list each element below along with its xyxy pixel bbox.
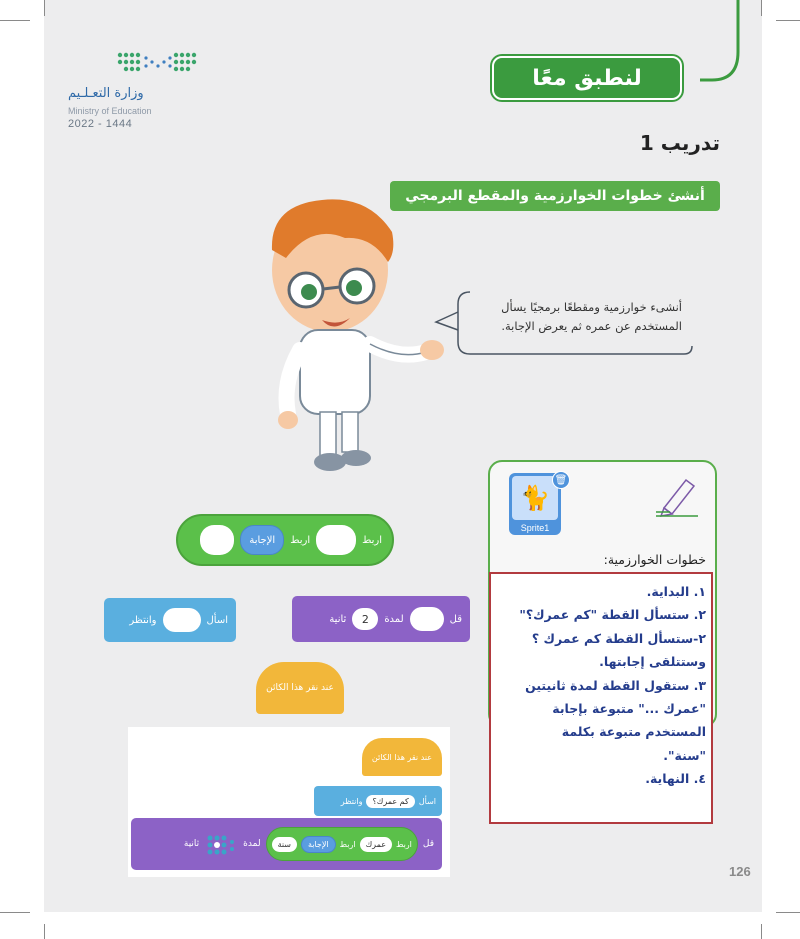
ministry-name-english: Ministry of Education — [68, 106, 152, 116]
trash-icon[interactable]: 🗑 — [552, 471, 570, 489]
ministry-logo — [68, 50, 218, 140]
exercise-title: تدريب 1 — [639, 131, 720, 155]
step-line: ١. البداية. — [646, 584, 706, 599]
join-label-outer: اربط — [362, 534, 382, 546]
speech-line-1: أنشىء خوارزمية ومقطعًا برمجيًا يسأل — [501, 300, 682, 314]
solution-seconds-label: ثانية — [183, 839, 200, 849]
solution-question-input[interactable]: كم عمرك؟ — [366, 795, 414, 808]
ask-label: اسأل — [206, 614, 228, 626]
task-instruction-bar: أنشئ خطوات الخوارزمية والمقطع البرمجي — [390, 181, 720, 211]
when-clicked-hat-block[interactable]: عند نقر هذا الكائن — [256, 662, 344, 714]
pencil-icon — [652, 474, 702, 518]
solution-join-label-1: اربط — [395, 839, 412, 849]
algorithm-heading: خطوات الخوارزمية: — [603, 552, 706, 567]
academic-year: 2022 - 1444 — [68, 118, 133, 130]
solution-join-label-2: اربط — [339, 839, 356, 849]
solution-say-block[interactable] — [131, 818, 442, 870]
and-wait-label: وانتظر — [129, 614, 157, 626]
solution-ask-block[interactable] — [314, 786, 442, 816]
say-for-seconds-block[interactable] — [292, 596, 470, 642]
solution-age-word[interactable]: عمرك — [360, 837, 392, 852]
solution-ask-label: اسأل — [418, 796, 436, 806]
solution-and-wait-label: وانتظر — [340, 796, 363, 806]
join-block[interactable] — [176, 514, 394, 566]
solution-duration-label: لمدة — [243, 839, 261, 849]
ministry-dots-icon — [114, 50, 204, 80]
step-line: "عمرك ..." متبوعة بإجابة — [552, 701, 706, 717]
empty-slot[interactable] — [163, 608, 201, 632]
step-line: ٢. ستسأل القطة "كم عمرك؟" — [519, 607, 706, 623]
algorithm-steps — [498, 580, 706, 791]
cat-sprite-icon: 🐈 — [512, 476, 558, 520]
step-line: ٢-ستسأل القطة كم عمرك ؟ — [531, 630, 706, 646]
sprite-label: Sprite1 — [520, 523, 550, 533]
ministry-name-arabic: وزارة التعـلـيم — [68, 86, 144, 101]
empty-slot[interactable] — [410, 607, 444, 631]
duration-label: لمدة — [384, 613, 404, 625]
say-label: قل — [449, 613, 462, 625]
step-line: ٤. النهاية. — [645, 771, 706, 787]
ask-and-wait-block[interactable] — [104, 598, 236, 642]
empty-slot[interactable] — [316, 525, 356, 555]
solution-when-clicked-block[interactable]: عند نقر هذا الكائن — [362, 738, 442, 776]
step-line: وستتلقى إجابتها. — [599, 654, 706, 670]
speech-line-2: المستخدم عن عمره ثم يعرض الإجابة. — [501, 319, 682, 333]
solution-answer-reporter[interactable]: الإجابة — [301, 836, 336, 853]
step-line: ٣. ستقول القطة لمدة ثانيتين — [525, 677, 706, 693]
step-line: المستخدم متبوعة بكلمة — [561, 724, 706, 740]
solution-say-label: قل — [422, 839, 434, 849]
empty-slot[interactable] — [200, 525, 234, 555]
solution-join-block[interactable] — [266, 827, 418, 861]
page-number: 126 — [729, 864, 751, 879]
answer-reporter[interactable]: الإجابة — [240, 525, 284, 555]
solution-year-word[interactable]: سنة — [272, 837, 297, 852]
seconds-dots-icon — [204, 832, 238, 856]
boy-character-illustration — [272, 199, 444, 471]
seconds-label: ثانية — [329, 613, 347, 625]
step-line: "سنة". — [663, 747, 706, 763]
section-banner: لنطبق معًا — [492, 56, 682, 100]
join-label-inner: اربط — [290, 534, 311, 546]
seconds-input[interactable]: 2 — [352, 608, 378, 630]
speech-bubble — [458, 288, 690, 352]
